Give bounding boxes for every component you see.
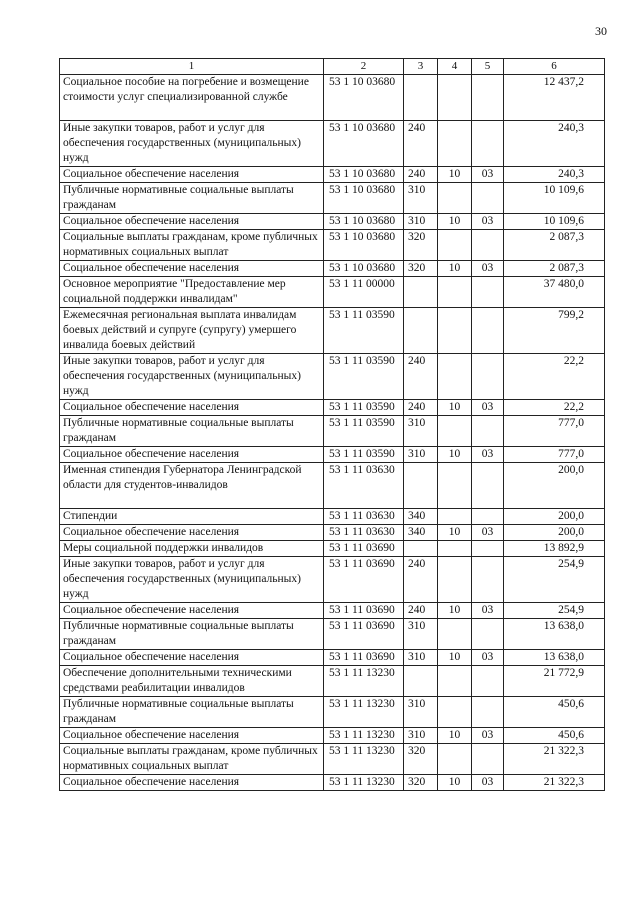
row-code: 53 1 11 03690	[324, 650, 404, 666]
row-name: Социальное обеспечение населения	[60, 728, 324, 744]
table-row	[60, 603, 605, 619]
row-col3	[404, 463, 438, 509]
row-col4	[438, 463, 472, 509]
row-col4: 10	[438, 603, 472, 619]
table-row	[60, 650, 605, 666]
row-amount: 13 638,0	[504, 650, 605, 666]
row-name: Стипендии	[60, 509, 324, 525]
row-col5	[472, 541, 504, 557]
row-name: Социальное обеспечение населения	[60, 525, 324, 541]
row-col3: 310	[404, 447, 438, 463]
row-col3: 310	[404, 214, 438, 230]
table-row	[60, 509, 605, 525]
table-header-row	[60, 59, 605, 75]
row-col3: 310	[404, 416, 438, 447]
row-amount: 13 892,9	[504, 541, 605, 557]
row-col5: 03	[472, 603, 504, 619]
row-col4: 10	[438, 650, 472, 666]
table-row	[60, 728, 605, 744]
row-amount: 254,9	[504, 557, 605, 603]
row-amount: 2 087,3	[504, 261, 605, 277]
row-col4	[438, 416, 472, 447]
row-name: Социальные выплаты гражданам, кроме публичных нормативных социальных выплат	[60, 230, 324, 261]
row-name: Социальное обеспечение населения	[60, 400, 324, 416]
row-name: Социальное пособие на погребение и возмещение стоимости услуг специализированной службе	[60, 75, 324, 121]
row-col5	[472, 308, 504, 354]
row-col5: 03	[472, 650, 504, 666]
row-col4	[438, 619, 472, 650]
row-code: 53 1 11 03630	[324, 525, 404, 541]
row-col4: 10	[438, 447, 472, 463]
row-code: 53 1 10 03680	[324, 230, 404, 261]
table-row	[60, 697, 605, 728]
row-amount: 10 109,6	[504, 214, 605, 230]
row-col5	[472, 354, 504, 400]
column-header: 3	[404, 59, 438, 75]
cell-spacer	[63, 105, 320, 120]
row-col3: 310	[404, 728, 438, 744]
cell-spacer	[63, 493, 320, 508]
column-header: 2	[324, 59, 404, 75]
row-code: 53 1 10 03680	[324, 214, 404, 230]
table-row	[60, 230, 605, 261]
row-name: Социальное обеспечение населения	[60, 447, 324, 463]
row-code: 53 1 11 03590	[324, 308, 404, 354]
table-row	[60, 75, 605, 121]
row-col3	[404, 75, 438, 121]
row-amount: 2 087,3	[504, 230, 605, 261]
row-amount: 799,2	[504, 308, 605, 354]
table-row	[60, 744, 605, 775]
row-col3: 320	[404, 230, 438, 261]
table-row	[60, 416, 605, 447]
row-code: 53 1 11 03630	[324, 509, 404, 525]
row-code: 53 1 11 03690	[324, 603, 404, 619]
row-name: Именная стипендия Губернатора Ленинградской области для студентов-инвалидов	[60, 463, 324, 509]
row-name: Иные закупки товаров, работ и услуг для обеспечения государственных (муниципальных) нужд	[60, 121, 324, 167]
table-row	[60, 400, 605, 416]
row-col5: 03	[472, 214, 504, 230]
row-amount: 254,9	[504, 603, 605, 619]
row-col5	[472, 697, 504, 728]
row-col3: 340	[404, 509, 438, 525]
row-code: 53 1 10 03680	[324, 167, 404, 183]
row-code: 53 1 11 03690	[324, 557, 404, 603]
table-row	[60, 308, 605, 354]
row-name: Социальное обеспечение населения	[60, 167, 324, 183]
row-col4: 10	[438, 400, 472, 416]
row-code: 53 1 11 13230	[324, 744, 404, 775]
row-col4	[438, 183, 472, 214]
row-col3: 320	[404, 744, 438, 775]
row-col4	[438, 541, 472, 557]
row-col5	[472, 619, 504, 650]
row-code: 53 1 11 03590	[324, 400, 404, 416]
row-col4	[438, 509, 472, 525]
row-col4	[438, 230, 472, 261]
row-name: Социальное обеспечение населения	[60, 650, 324, 666]
row-name: Ежемесячная региональная выплата инвалидам боевых действий и супруге (супругу) умершего инвалида боевых действий	[60, 308, 324, 354]
table-row	[60, 775, 605, 791]
row-name: Основное мероприятие "Предоставление мер социальной поддержки инвалидам"	[60, 277, 324, 308]
row-col3: 320	[404, 775, 438, 791]
row-code: 53 1 11 03630	[324, 463, 404, 509]
row-amount: 10 109,6	[504, 183, 605, 214]
row-col5	[472, 416, 504, 447]
row-code: 53 1 11 13230	[324, 775, 404, 791]
row-code: 53 1 10 03680	[324, 261, 404, 277]
row-amount: 450,6	[504, 697, 605, 728]
row-name: Публичные нормативные социальные выплаты гражданам	[60, 416, 324, 447]
row-col4: 10	[438, 728, 472, 744]
row-amount: 22,2	[504, 400, 605, 416]
row-amount: 450,6	[504, 728, 605, 744]
table-row	[60, 463, 605, 509]
row-code: 53 1 11 03590	[324, 354, 404, 400]
column-header: 1	[60, 59, 324, 75]
row-col3: 240	[404, 557, 438, 603]
row-col3: 240	[404, 400, 438, 416]
row-col4: 10	[438, 775, 472, 791]
row-col4: 10	[438, 214, 472, 230]
row-col3	[404, 666, 438, 697]
row-col5	[472, 230, 504, 261]
row-name: Социальные выплаты гражданам, кроме публичных нормативных социальных выплат	[60, 744, 324, 775]
row-col3: 310	[404, 619, 438, 650]
table-row	[60, 541, 605, 557]
row-amount: 37 480,0	[504, 277, 605, 308]
table-row	[60, 183, 605, 214]
row-col4	[438, 277, 472, 308]
row-col3	[404, 541, 438, 557]
row-code: 53 1 10 03680	[324, 121, 404, 167]
table-row	[60, 167, 605, 183]
row-col3: 310	[404, 697, 438, 728]
row-col5	[472, 744, 504, 775]
row-amount: 777,0	[504, 416, 605, 447]
column-header: 4	[438, 59, 472, 75]
row-col3: 240	[404, 603, 438, 619]
row-col4	[438, 354, 472, 400]
page-number: 30	[595, 24, 607, 38]
row-name: Публичные нормативные социальные выплаты гражданам	[60, 183, 324, 214]
row-col5: 03	[472, 400, 504, 416]
row-amount: 12 437,2	[504, 75, 605, 121]
row-col3: 240	[404, 121, 438, 167]
row-col4: 10	[438, 167, 472, 183]
row-col5	[472, 277, 504, 308]
row-name: Социальное обеспечение населения	[60, 261, 324, 277]
row-amount: 13 638,0	[504, 619, 605, 650]
row-name: Иные закупки товаров, работ и услуг для обеспечения государственных (муниципальных) нужд	[60, 557, 324, 603]
row-amount: 240,3	[504, 121, 605, 167]
row-code: 53 1 11 13230	[324, 697, 404, 728]
row-code: 53 1 11 13230	[324, 728, 404, 744]
row-col3: 240	[404, 354, 438, 400]
row-amount: 21 772,9	[504, 666, 605, 697]
row-col5: 03	[472, 447, 504, 463]
row-code: 53 1 10 03680	[324, 75, 404, 121]
row-name: Социальное обеспечение населения	[60, 603, 324, 619]
row-col4	[438, 75, 472, 121]
row-code: 53 1 11 13230	[324, 666, 404, 697]
table-row	[60, 557, 605, 603]
row-amount: 21 322,3	[504, 744, 605, 775]
row-col3: 310	[404, 650, 438, 666]
row-code: 53 1 11 03590	[324, 416, 404, 447]
column-header: 5	[472, 59, 504, 75]
row-code: 53 1 10 03680	[324, 183, 404, 214]
column-header: 6	[504, 59, 605, 75]
row-col4	[438, 308, 472, 354]
row-amount: 21 322,3	[504, 775, 605, 791]
row-col5: 03	[472, 728, 504, 744]
row-col5	[472, 121, 504, 167]
table-row	[60, 277, 605, 308]
row-name: Социальное обеспечение населения	[60, 775, 324, 791]
row-col4	[438, 666, 472, 697]
row-col3: 240	[404, 167, 438, 183]
row-col5	[472, 463, 504, 509]
row-name: Обеспечение дополнительными техническими средствами реабилитации инвалидов	[60, 666, 324, 697]
row-col4	[438, 121, 472, 167]
row-code: 53 1 11 00000	[324, 277, 404, 308]
row-amount: 240,3	[504, 167, 605, 183]
row-name: Меры социальной поддержки инвалидов	[60, 541, 324, 557]
table-row	[60, 261, 605, 277]
row-amount: 200,0	[504, 509, 605, 525]
row-name: Иные закупки товаров, работ и услуг для обеспечения государственных (муниципальных) нужд	[60, 354, 324, 400]
row-name: Публичные нормативные социальные выплаты гражданам	[60, 697, 324, 728]
row-col4: 10	[438, 525, 472, 541]
row-col5	[472, 509, 504, 525]
row-code: 53 1 11 03690	[324, 619, 404, 650]
row-amount: 200,0	[504, 525, 605, 541]
row-col3	[404, 277, 438, 308]
row-code: 53 1 11 03590	[324, 447, 404, 463]
row-col5: 03	[472, 167, 504, 183]
row-col5: 03	[472, 525, 504, 541]
row-col4	[438, 744, 472, 775]
row-col5	[472, 666, 504, 697]
row-col4	[438, 697, 472, 728]
row-name: Публичные нормативные социальные выплаты гражданам	[60, 619, 324, 650]
table-row	[60, 525, 605, 541]
row-col5: 03	[472, 261, 504, 277]
table-row	[60, 121, 605, 167]
row-col3: 340	[404, 525, 438, 541]
table-row	[60, 214, 605, 230]
table-row	[60, 619, 605, 650]
row-code: 53 1 11 03690	[324, 541, 404, 557]
row-col5	[472, 75, 504, 121]
row-col5	[472, 183, 504, 214]
row-col3	[404, 308, 438, 354]
row-col3: 320	[404, 261, 438, 277]
budget-table	[59, 58, 605, 791]
row-col5: 03	[472, 775, 504, 791]
row-col4	[438, 557, 472, 603]
row-col5	[472, 557, 504, 603]
row-amount: 200,0	[504, 463, 605, 509]
row-amount: 22,2	[504, 354, 605, 400]
table-row	[60, 666, 605, 697]
row-amount: 777,0	[504, 447, 605, 463]
row-name: Социальное обеспечение населения	[60, 214, 324, 230]
row-col4: 10	[438, 261, 472, 277]
table-row	[60, 447, 605, 463]
row-col3: 310	[404, 183, 438, 214]
table-row	[60, 354, 605, 400]
